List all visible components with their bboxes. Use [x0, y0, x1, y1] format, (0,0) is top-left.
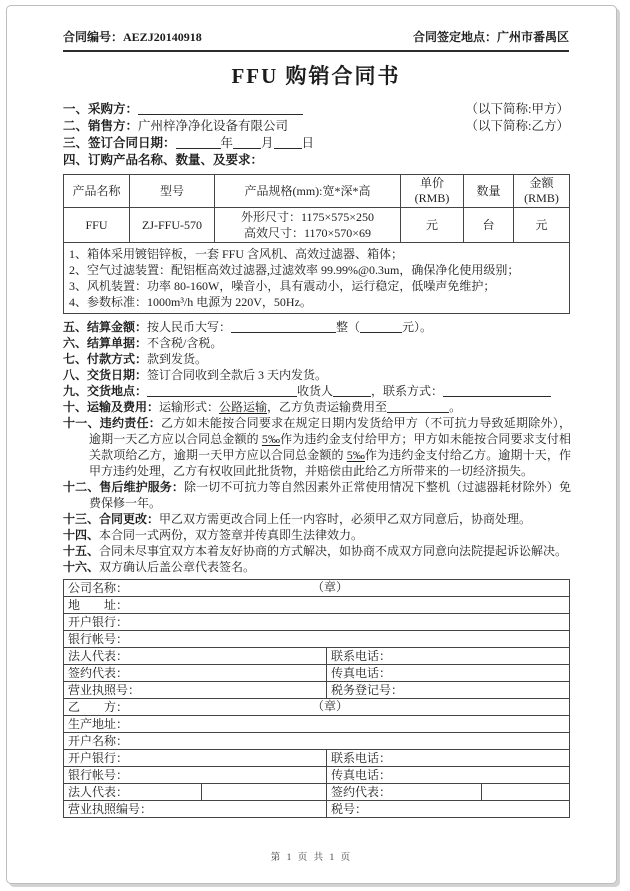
clause-6	[63, 335, 571, 351]
clause-9-consignee: 收货人	[297, 384, 334, 398]
seller-label: 二、销售方：	[63, 119, 139, 133]
col-qty: 数量	[464, 175, 514, 208]
clause-5-label: 五、结算金额：	[63, 320, 148, 334]
spec-line-1: 外形尺寸：1175×575×250	[240, 210, 375, 224]
clause-9	[63, 383, 571, 399]
account-name-cell: 开户名称：	[64, 733, 570, 750]
penalty-rate-1: 5‰	[261, 432, 281, 446]
clause-10	[63, 399, 571, 415]
amount-cell: 元	[514, 208, 570, 243]
clause-5	[63, 319, 571, 335]
signing-rep-cell-b: 签约代表：	[327, 784, 482, 801]
table-row	[64, 801, 570, 818]
production-address-cell: 生产地址：	[64, 716, 570, 733]
product-table-header-row	[64, 175, 570, 208]
table-row	[64, 631, 570, 648]
clause-16	[63, 559, 571, 575]
clause-11-part2: 作为违约金支付给甲方；甲方如未能按合同要求支付相关款项给乙方，逾期一天甲方应以合同总金额的	[89, 432, 571, 462]
legal-rep-value-cell-b	[202, 784, 327, 801]
buyer-blank	[138, 101, 303, 115]
clause-14-label: 十四、	[63, 528, 100, 542]
clause-8-label: 八、交货日期：	[63, 368, 148, 382]
product-name-cell: FFU	[64, 208, 130, 243]
table-row	[64, 614, 570, 631]
intro-line-buyer	[63, 101, 569, 118]
product-notes-row	[64, 243, 570, 314]
spec-line-2: 高效尺寸：1170×570×69	[243, 226, 372, 240]
sign-place-label: 合同签定地点：	[412, 30, 497, 44]
table-row	[64, 597, 570, 614]
contract-number	[63, 28, 202, 45]
product-notes-cell	[64, 243, 570, 314]
intro-line-order	[63, 152, 569, 169]
account-cell-b: 银行帐号：	[64, 767, 327, 784]
contact-blank	[443, 383, 551, 397]
year-char: 年	[220, 136, 234, 150]
table-row	[64, 767, 570, 784]
clause-13	[63, 511, 571, 527]
clause-10-mid: ，乙方负责运输费用至	[267, 400, 388, 414]
clause-16-label: 十六、	[63, 560, 100, 574]
clause-5-end: 元）。	[402, 320, 433, 334]
day-blank	[274, 135, 302, 149]
license-no-cell-b: 营业执照编号：	[64, 801, 327, 818]
clause-11	[63, 415, 571, 479]
table-row	[64, 648, 570, 665]
clause-15-label: 十五、	[63, 544, 100, 558]
year-blank	[176, 135, 221, 149]
clause-7-text: 款到发货。	[147, 352, 208, 366]
clause-8	[63, 367, 571, 383]
clause-9-contact: ，联系方式：	[371, 384, 444, 398]
amount-figures-blank	[360, 319, 402, 333]
col-unit-price: 单价(RMB)	[401, 175, 464, 208]
signing-rep-cell: 签约代表：	[64, 665, 327, 682]
month-char: 月	[261, 136, 274, 150]
clause-16-text: 双方确认后盖公章代表签名。	[99, 560, 256, 574]
product-table	[63, 174, 570, 314]
clause-12-text: 除一切不可抗力等自然因素外正常使用情况下整机（过滤器耗材除外）免费保修一年。	[89, 480, 571, 510]
clause-11-part3: 作为违约金支付给乙方。逾期十天，作甲方违约处理，乙方有权收回此批货物，并赔偿由此给乙方所带来的一切经济损失。	[89, 448, 571, 478]
amount-words-blank	[231, 319, 336, 333]
transport-dest-blank	[387, 399, 449, 413]
party-b-note: （以下简称:乙方）	[465, 119, 569, 133]
table-row	[64, 716, 570, 733]
clause-13-text: 甲乙双方需更改合同上任一内容时，必须甲乙双方同意后，协商处理。	[159, 512, 532, 526]
seller-value: 广州梓净净化设备有限公司	[138, 119, 289, 133]
license-no-cell: 营业执照号：	[64, 682, 327, 699]
company-info-table	[63, 579, 570, 818]
fax-cell-b: 传真电话：	[327, 767, 570, 784]
note-4: 4、参数标准：1000m³/h 电源为 220V，50Hz。	[69, 295, 312, 309]
party-b-label: 乙 方：	[68, 699, 129, 714]
clause-9-label: 九、交货地点：	[63, 384, 148, 398]
consignee-blank	[333, 383, 371, 397]
unit-price-cell: 元	[401, 208, 464, 243]
company-name-label: 公司名称：	[68, 580, 129, 595]
col-amount: 金额(RMB)	[514, 175, 570, 208]
seal-mark-party-b: （章）	[312, 699, 349, 713]
clause-12	[63, 479, 571, 511]
day-char: 日	[301, 136, 315, 150]
clause-11-label: 十一、违约责任：	[63, 416, 161, 430]
bank-cell-b: 开户银行：	[64, 750, 327, 767]
legal-rep-cell: 法人代表：	[64, 648, 327, 665]
seal-mark-party-a: （章）	[312, 580, 349, 594]
clause-10-end: 。	[449, 400, 462, 414]
delivery-place-blank	[147, 383, 297, 397]
clauses-section	[63, 319, 571, 575]
clause-5-text: 按人民币大写：	[147, 320, 232, 334]
bank-cell: 开户银行：	[64, 614, 570, 631]
note-3: 3、风机装置：功率 80-160W，噪音小，具有震动小，运行稳定，低噪声免维护；	[69, 279, 496, 293]
clause-10-pre: 运输形式：	[159, 400, 220, 414]
table-row	[64, 682, 570, 699]
note-2: 2、空气过滤装置：配铝框高效过滤器,过滤效率 99.99%@0.3um，确保净化使用级别；	[69, 263, 520, 277]
table-row	[64, 733, 570, 750]
company-name-cell	[64, 580, 570, 597]
table-row	[64, 750, 570, 767]
note-1: 1、箱体采用镀铝锌板，一套 FFU 含风机、高效过滤器、箱体；	[69, 247, 404, 261]
qty-cell: 台	[464, 208, 514, 243]
product-row	[64, 208, 570, 243]
party-b-cell	[64, 699, 570, 716]
table-row	[64, 699, 570, 716]
sign-place	[413, 28, 569, 45]
tax-no-cell-b: 税号：	[327, 801, 570, 818]
clause-14	[63, 527, 571, 543]
date-label: 三、签订合同日期：	[63, 136, 176, 150]
clause-10-label: 十、运输及费用：	[63, 400, 160, 414]
buyer-label: 一、采购方：	[63, 102, 139, 116]
clause-12-label: 十二、售后维护服务：	[63, 480, 184, 494]
clause-15	[63, 543, 571, 559]
header	[63, 28, 569, 52]
page-number: 第 1 页 共 1 页	[270, 853, 353, 863]
order-label: 四、订购产品名称、数量、及要求：	[63, 153, 264, 167]
page-title: FFU 购销合同书	[231, 64, 401, 88]
col-spec: 产品规格(mm):宽*深*高	[215, 175, 401, 208]
table-row	[64, 580, 570, 597]
clause-14-text: 本合同一式两份，双方签章并传真即生法律效力。	[99, 528, 364, 542]
address-cell: 地 址：	[64, 597, 570, 614]
col-product-name: 产品名称	[64, 175, 130, 208]
clause-13-label: 十三、合同更改：	[63, 512, 160, 526]
party-a-note: （以下简称:甲方）	[465, 102, 569, 116]
tax-reg-cell: 税务登记号：	[327, 682, 570, 699]
intro-line-seller	[63, 118, 569, 135]
page-content	[63, 6, 569, 818]
clause-11-part1: 乙方如未能按合同要求在规定日期内发货给甲方（不可抗力导致延期除外），逾期一天乙方应以合同总金额的	[89, 416, 571, 446]
transport-mode: 公路运输	[219, 400, 268, 414]
clause-5-mid: 整（	[336, 320, 361, 334]
product-model-cell: ZJ-FFU-570	[130, 208, 215, 243]
intro-section	[63, 101, 569, 169]
legal-rep-cell-b: 法人代表：	[64, 784, 202, 801]
product-spec-cell	[215, 208, 401, 243]
month-blank	[233, 135, 261, 149]
account-cell: 银行帐号：	[64, 631, 570, 648]
intro-line-date	[63, 135, 569, 152]
clause-7-label: 七、付款方式：	[63, 352, 148, 366]
signing-rep-value-cell-b	[482, 784, 570, 801]
clause-15-text: 合同未尽事宜双方本着友好协商的方式解决，如协商不成双方同意向法院提起诉讼解决。	[99, 544, 568, 558]
table-row	[64, 665, 570, 682]
clause-6-text: 不含税/含税。	[147, 336, 223, 350]
contract-page	[6, 5, 617, 884]
clause-8-text: 签订合同收到全款后 3 天内发货。	[147, 368, 328, 382]
table-row	[64, 784, 570, 801]
fax-cell: 传真电话：	[327, 665, 570, 682]
phone-cell: 联系电话：	[327, 648, 570, 665]
sign-place-value: 广州市番禺区	[496, 30, 569, 44]
contract-number-label: 合同编号：	[63, 30, 124, 44]
penalty-rate-2: 5‰	[346, 448, 365, 462]
phone-cell-b: 联系电话：	[327, 750, 570, 767]
clause-7	[63, 351, 571, 367]
clause-6-label: 六、结算单据：	[63, 336, 148, 350]
col-model: 型号	[130, 175, 215, 208]
contract-number-value: AEZJ20140918	[123, 30, 202, 44]
